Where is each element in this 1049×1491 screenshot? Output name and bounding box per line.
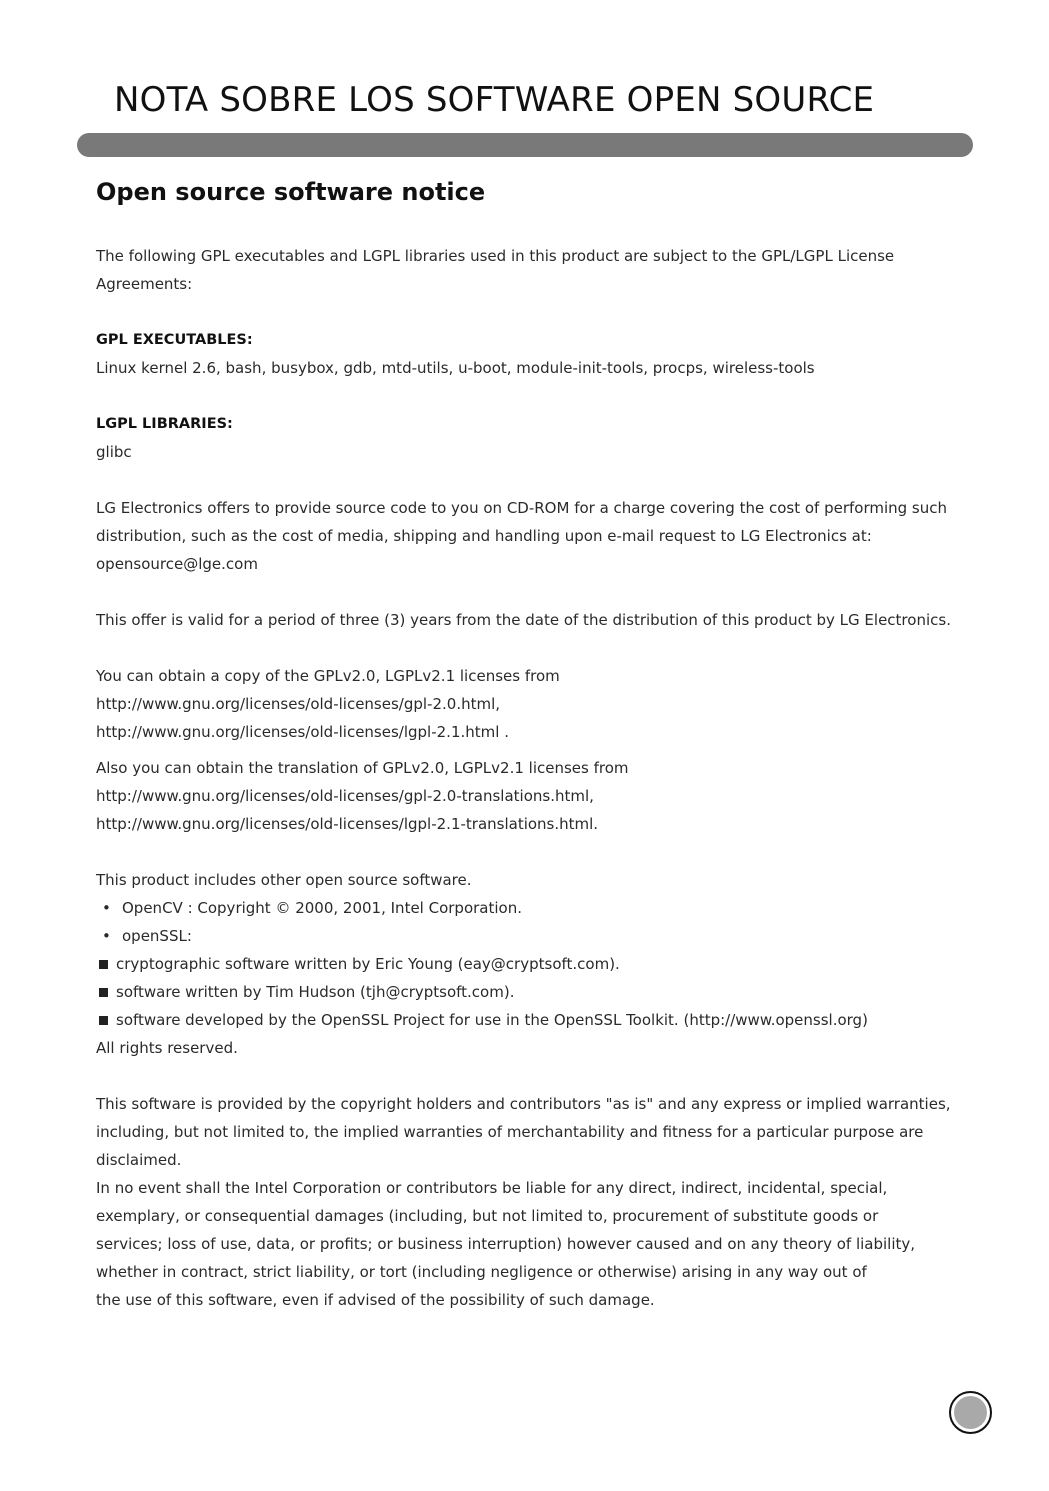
notice-content xyxy=(96,172,966,1314)
lgpl-label: LGPL LIBRARIES: xyxy=(96,416,233,432)
square-bullet-icon xyxy=(99,1016,108,1025)
page-marker-fill xyxy=(954,1396,987,1429)
section-heading: Open source software notice xyxy=(96,178,486,206)
credit-text: software developed by the OpenSSL Project for use in the OpenSSL Toolkit. (http://www.openssl.org) xyxy=(116,1011,868,1029)
warranty-paragraph: This software is provided by the copyright holders and contributors "as is" and any express or implied warranties, including, but not limited to, the implied warranties of merchantability and fitness for a particular purpose are disclaimed. xyxy=(96,1095,951,1169)
gpl-items: Linux kernel 2.6, bash, busybox, gdb, mtd-utils, u-boot, module-init-tools, procps, wireless-tools xyxy=(96,359,815,377)
credit-text: cryptographic software written by Eric Young (eay@cryptsoft.com). xyxy=(116,955,620,973)
list-item xyxy=(96,978,966,1006)
gpl-license-url: http://www.gnu.org/licenses/old-licenses/gpl-2.0.html, xyxy=(96,695,501,713)
gpl-translation-url: http://www.gnu.org/licenses/old-licenses/gpl-2.0-translations.html, xyxy=(96,787,594,805)
liability-line: exemplary, or consequential damages (including, but not limited to, procurement of substitute goods or xyxy=(96,1207,879,1225)
openssl-text: openSSL: xyxy=(122,927,192,945)
list-item-opencv xyxy=(96,894,966,922)
translations-intro: Also you can obtain the translation of GPLv2.0, LGPLv2.1 licenses from xyxy=(96,759,629,777)
square-bullet-icon xyxy=(99,988,108,997)
list-item xyxy=(96,1006,966,1034)
licenses-intro: You can obtain a copy of the GPLv2.0, LGPLv2.1 licenses from xyxy=(96,667,560,685)
credit-text: software written by Tim Hudson (tjh@cryptsoft.com). xyxy=(116,983,515,1001)
rights-reserved: All rights reserved. xyxy=(96,1039,238,1057)
validity-paragraph: This offer is valid for a period of three (3) years from the date of the distribution of this product by LG Electronics. xyxy=(96,611,951,629)
liability-line: In no event shall the Intel Corporation or contributors be liable for any direct, indirect, incidental, special, xyxy=(96,1179,888,1197)
liability-line: the use of this software, even if advised of the possibility of such damage. xyxy=(96,1291,655,1309)
opencv-text: OpenCV : Copyright © 2000, 2001, Intel Corporation. xyxy=(122,899,522,917)
list-item xyxy=(96,950,966,978)
liability-line: whether in contract, strict liability, or tort (including negligence or otherwise) arising in any way out of xyxy=(96,1263,867,1281)
offer-paragraph: LG Electronics offers to provide source code to you on CD-ROM for a charge covering the cost of performing such distribution, such as the cost of media, shipping and handling upon e-mail request to LG Electronics at: xyxy=(96,499,948,545)
page-title: NOTA SOBRE LOS SOFTWARE OPEN SOURCE xyxy=(114,80,875,120)
lgpl-license-url: http://www.gnu.org/licenses/old-licenses/lgpl-2.1.html . xyxy=(96,723,509,741)
liability-line: services; loss of use, data, or profits; or business interruption) however caused and on any theory of liability, xyxy=(96,1235,916,1253)
intro-paragraph: The following GPL executables and LGPL libraries used in this product are subject to the GPL/LGPL License Agreements: xyxy=(96,247,895,293)
lgpl-items: glibc xyxy=(96,443,132,461)
square-bullet-icon xyxy=(99,960,108,969)
other-software-intro: This product includes other open source software. xyxy=(96,871,472,889)
page-marker-circle xyxy=(949,1391,992,1434)
notice-body xyxy=(96,242,966,1314)
gpl-label: GPL EXECUTABLES: xyxy=(96,332,253,348)
offer-email: opensource@lge.com xyxy=(96,555,258,573)
title-divider-bar xyxy=(77,133,973,157)
lgpl-translation-url: http://www.gnu.org/licenses/old-licenses/lgpl-2.1-translations.html. xyxy=(96,815,599,833)
list-item-openssl xyxy=(96,922,966,950)
